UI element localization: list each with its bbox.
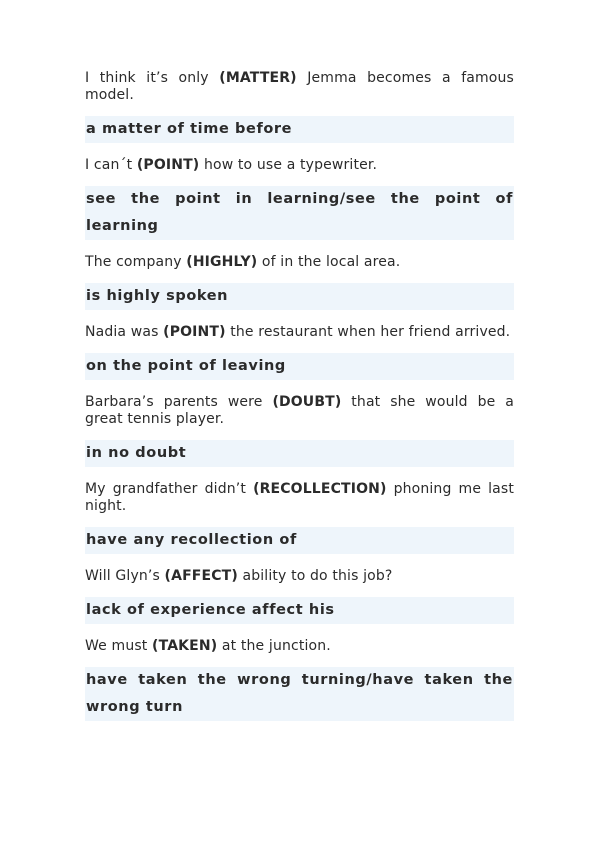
question-text-after: at the junction. [217,638,331,654]
answer-2: see the point in learning/see the point of learning [85,186,514,240]
exercise-list [85,70,514,721]
question-text-before: We must [85,638,153,654]
question-6 [85,481,514,515]
question-2 [85,157,514,174]
question-text-after: how to use a typewriter. [199,157,378,173]
question-5 [85,394,514,428]
question-keyword: (DOUBT) [272,394,342,410]
question-text-before: Barbara’s parents were [85,394,273,410]
question-text-after: of in the local area. [257,254,401,270]
question-text-before: I can´t [85,157,137,173]
answer-6: have any recollection of [85,527,514,554]
question-keyword: (MATTER) [219,70,297,86]
question-8 [85,638,514,655]
answer-8: have taken the wrong turning/have taken the wrong turn [85,667,514,721]
answer-5: in no doubt [85,440,514,467]
question-4 [85,324,514,341]
question-text-before: Will Glyn’s [85,568,165,584]
question-keyword: (POINT) [163,324,226,340]
question-keyword: (POINT) [136,157,200,173]
question-text-before: Nadia was [85,324,164,340]
question-text-after: phoning me last night. [85,481,514,514]
question-text-after: Jemma becomes a famous model. [85,70,514,103]
question-keyword: (TAKEN) [152,638,218,654]
answer-7: lack of experience affect his [85,597,514,624]
question-text-before: The company [85,254,187,270]
answer-1: a matter of time before [85,116,514,143]
answer-3: is highly spoken [85,283,514,310]
question-3 [85,254,514,271]
question-text-before: My grandfather didn’t [85,481,254,497]
question-keyword: (AFFECT) [164,568,238,584]
question-7 [85,568,514,585]
question-text-after: ability to do this job? [237,568,393,584]
answer-4: on the point of leaving [85,353,514,380]
question-keyword: (RECOLLECTION) [253,481,387,497]
question-text-before: I think it’s only [85,70,220,86]
question-text-after: the restaurant when her friend arrived. [225,324,511,340]
question-text-after: that she would be a great tennis player. [85,394,514,427]
question-keyword: (HIGHLY) [186,254,258,270]
question-1 [85,70,514,104]
